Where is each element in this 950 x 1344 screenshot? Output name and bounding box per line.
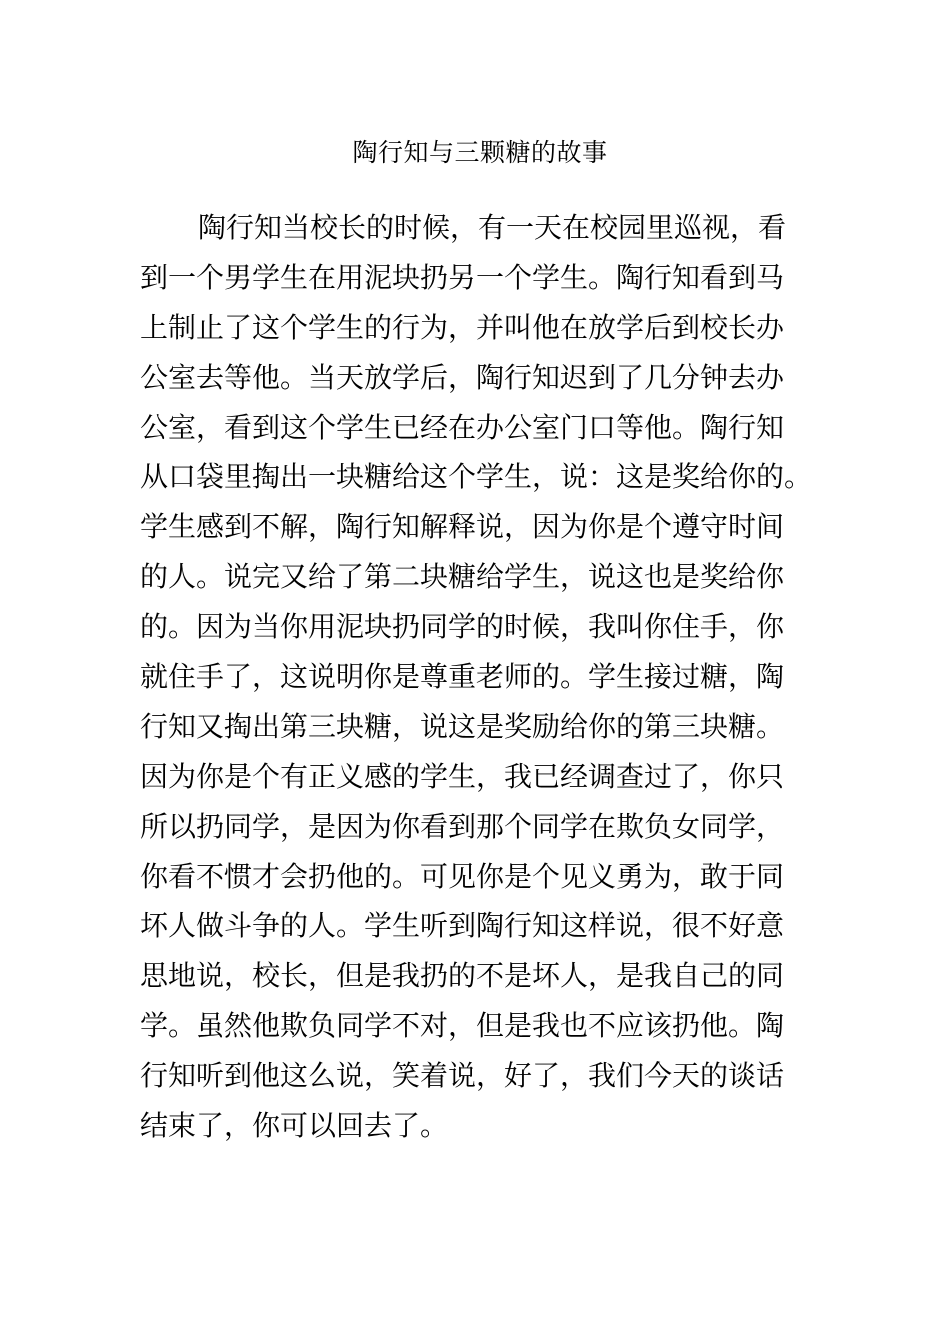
paragraph-line: 上制止了这个学生的行为，并叫他在放学后到校长办 <box>140 310 785 344</box>
paragraph-line: 行知听到他这么说，笑着说，好了，我们今天的谈话 <box>140 1059 785 1093</box>
paragraph-line: 的人。说完又给了第二块糖给学生，说这也是奖给你 <box>140 560 785 594</box>
paragraph-line: 学。虽然他欺负同学不对，但是我也不应该扔他。陶 <box>140 1009 785 1043</box>
paragraph-line: 公室，看到这个学生已经在办公室门口等他。陶行知 <box>140 410 785 444</box>
paragraph-line: 所以扔同学，是因为你看到那个同学在欺负女同学， <box>140 809 785 843</box>
paragraph-line: 的。因为当你用泥块扔同学的时候，我叫你住手，你 <box>140 610 785 644</box>
document-title: 陶行知与三颗糖的故事 <box>352 138 608 167</box>
paragraph-line: 到一个男学生在用泥块扔另一个学生。陶行知看到马 <box>140 260 785 294</box>
paragraph-line: 因为你是个有正义感的学生，我已经调查过了，你只 <box>140 759 785 793</box>
paragraph-line: 结束了，你可以回去了。 <box>140 1109 449 1143</box>
paragraph-line: 陶行知当校长的时候，有一天在校园里巡视，看 <box>198 211 787 244</box>
paragraph-line: 行知又掏出第三块糖，说这是奖励给你的第三块糖。 <box>140 709 785 743</box>
paragraph-line: 从口袋里掏出一块糖给这个学生，说：这是奖给你的。 <box>140 460 813 494</box>
paragraph-line: 就住手了，这说明你是尊重老师的。学生接过糖，陶 <box>140 660 785 694</box>
paragraph-line: 学生感到不解，陶行知解释说，因为你是个遵守时间 <box>140 510 785 544</box>
paragraph-line: 坏人做斗争的人。学生听到陶行知这样说，很不好意 <box>140 909 785 943</box>
paragraph-line: 思地说，校长，但是我扔的不是坏人，是我自己的同 <box>140 959 785 993</box>
story-paragraph <box>140 203 820 1151</box>
paragraph-line: 公室去等他。当天放学后，陶行知迟到了几分钟去办 <box>140 360 785 394</box>
paragraph-line: 你看不惯才会扔他的。可见你是个见义勇为，敢于同 <box>140 859 785 893</box>
